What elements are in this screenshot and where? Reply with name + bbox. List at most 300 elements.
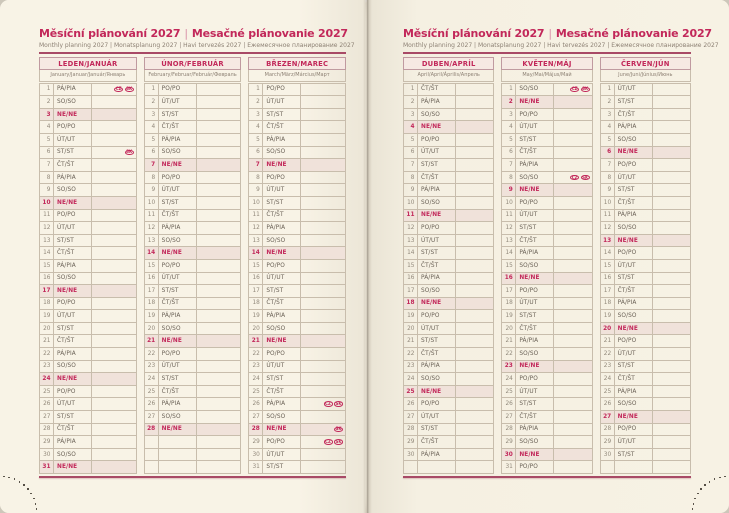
notes-cell [197, 159, 242, 172]
day-number-cell: 28 [145, 424, 159, 437]
day-number-cell: 24 [40, 373, 54, 386]
notes-cell [92, 449, 137, 462]
day-name-cell: PO/PO [263, 348, 301, 361]
day-number-cell: 22 [145, 348, 159, 361]
day-name-cell: ST/ST [159, 109, 197, 122]
day-name-cell: SO/SO [516, 172, 554, 185]
page-title-slovak: Mesačné plánovanie 2027 [191, 27, 348, 40]
holiday-badge-cz-icon: CZ [571, 174, 578, 180]
day-name-cell: ÚT/UT [418, 411, 456, 424]
day-number-cell: 6 [601, 147, 615, 160]
day-name-cell: PO/PO [54, 210, 92, 223]
day-number-cell: 20 [145, 323, 159, 336]
month-column-4 [403, 57, 494, 474]
day-number-cell: 14 [249, 247, 263, 260]
day-number-cell: 6 [40, 147, 54, 160]
day-number-cell: 14 [502, 247, 516, 260]
day-number-cell: 13 [40, 235, 54, 248]
day-name-cell: PÁ/PIA [615, 121, 653, 134]
day-number-cell: 27 [145, 411, 159, 424]
day-name-cell: NE/NE [54, 197, 92, 210]
month-column-2 [144, 57, 242, 474]
month-grid [248, 83, 346, 474]
day-number-cell: 13 [502, 235, 516, 248]
day-name-cell: ST/ST [263, 461, 301, 474]
notes-cell [197, 134, 242, 147]
notes-cell [92, 184, 137, 197]
day-number-cell: 21 [601, 335, 615, 348]
notes-cell [554, 197, 592, 210]
notes-cell [301, 273, 346, 286]
day-number-cell: 3 [404, 109, 418, 122]
page-subtitle: Monthly planning 2027 | Monatsplanung 2027 | Havi tervezés 2027 | Ежемесячное планирование 2027 [403, 42, 719, 49]
day-number-cell: 9 [502, 184, 516, 197]
day-number-cell: 25 [502, 386, 516, 399]
day-name-cell: PO/PO [418, 222, 456, 235]
notes-cell [456, 335, 494, 348]
day-number-cell: 10 [145, 197, 159, 210]
day-number-cell: 8 [404, 172, 418, 185]
notes-cell [456, 411, 494, 424]
notes-cell [554, 210, 592, 223]
day-number-cell: 21 [404, 335, 418, 348]
day-name-cell: ČT/ŠT [263, 298, 301, 311]
day-name-cell: PÁ/PIA [159, 134, 197, 147]
page-title-czech: Měsíční plánování 2027 [39, 27, 181, 40]
notes-cell [197, 147, 242, 160]
day-number-cell: 26 [40, 398, 54, 411]
day-number-cell: 17 [404, 285, 418, 298]
day-name-cell: ČT/ŠT [418, 172, 456, 185]
day-name-cell: ČT/ŠT [159, 386, 197, 399]
day-name-cell: NE/NE [263, 335, 301, 348]
day-number-cell: 22 [249, 348, 263, 361]
day-number-cell: 27 [249, 411, 263, 424]
notes-cell [197, 109, 242, 122]
notes-cell [92, 373, 137, 386]
notes-cell [197, 298, 242, 311]
notes-cell [554, 134, 592, 147]
month-subtitle: February/Februar/Február/Февраль [144, 70, 242, 82]
day-name-cell: NE/NE [54, 461, 92, 474]
day-number-cell: 17 [601, 285, 615, 298]
day-number-cell: 3 [145, 109, 159, 122]
day-number-cell: 12 [502, 222, 516, 235]
day-number-cell: 13 [601, 235, 615, 248]
day-number-cell: 16 [404, 273, 418, 286]
notes-cell [653, 298, 691, 311]
notes-cell [554, 260, 592, 273]
day-name-cell: ST/ST [615, 449, 653, 462]
day-number-cell: 4 [40, 121, 54, 134]
notes-cell [301, 449, 346, 462]
notes-cell [197, 222, 242, 235]
day-number-cell: 23 [601, 361, 615, 374]
day-name-cell: ST/ST [418, 247, 456, 260]
notes-cell [301, 96, 346, 109]
day-name-cell [159, 461, 197, 474]
day-number-cell: 28 [601, 424, 615, 437]
day-name-cell: NE/NE [516, 184, 554, 197]
day-name-cell: ÚT/UT [263, 184, 301, 197]
day-number-cell: 3 [249, 109, 263, 122]
notes-cell [92, 398, 137, 411]
notes-cell [301, 147, 346, 160]
day-name-cell: SO/SO [418, 285, 456, 298]
day-name-cell: SO/SO [263, 323, 301, 336]
day-name-cell: ČT/ŠT [516, 411, 554, 424]
notes-cell [92, 348, 137, 361]
day-name-cell: ČT/ŠT [159, 298, 197, 311]
notes-cell [92, 386, 137, 399]
day-number-cell: 25 [404, 386, 418, 399]
notes-cell [92, 197, 137, 210]
notes-cell [197, 285, 242, 298]
notes-cell [653, 147, 691, 160]
day-name-cell: ST/ST [615, 361, 653, 374]
day-name-cell: PÁ/PIA [516, 424, 554, 437]
notes-cell [301, 424, 346, 437]
day-name-cell: NE/NE [516, 449, 554, 462]
day-name-cell: ST/ST [54, 147, 92, 160]
day-name-cell: PO/PO [516, 285, 554, 298]
day-name-cell: PÁ/PIA [263, 310, 301, 323]
day-number-cell: 17 [145, 285, 159, 298]
day-number-cell: 4 [502, 121, 516, 134]
day-name-cell: ST/ST [54, 323, 92, 336]
notes-cell [301, 310, 346, 323]
day-name-cell: PÁ/PIA [418, 96, 456, 109]
day-number-cell: 17 [502, 285, 516, 298]
day-number-cell: 21 [40, 335, 54, 348]
day-name-cell: ČT/ŠT [516, 235, 554, 248]
day-number-cell: 9 [601, 184, 615, 197]
day-number-cell: 9 [40, 184, 54, 197]
day-name-cell: ÚT/UT [615, 260, 653, 273]
months-right [403, 57, 691, 474]
day-name-cell: NE/NE [263, 159, 301, 172]
day-number-cell: 1 [601, 84, 615, 97]
notes-cell [554, 121, 592, 134]
day-name-cell: ÚT/UT [418, 147, 456, 160]
notes-cell [653, 210, 691, 223]
day-number-cell: 5 [40, 134, 54, 147]
day-name-cell: PO/PO [516, 197, 554, 210]
day-name-cell: SO/SO [54, 273, 92, 286]
notes-cell [92, 235, 137, 248]
notes-cell [301, 247, 346, 260]
day-number-cell: 27 [404, 411, 418, 424]
notes-cell [301, 411, 346, 424]
month-grid [403, 83, 494, 474]
notes-cell [92, 436, 137, 449]
day-number-cell: 28 [502, 424, 516, 437]
day-name-cell: SO/SO [615, 222, 653, 235]
notes-cell [653, 84, 691, 97]
day-number-cell: 18 [404, 298, 418, 311]
day-name-cell: ÚT/UT [54, 134, 92, 147]
notes-cell [554, 84, 592, 97]
notes-cell [456, 84, 494, 97]
day-number-cell: 10 [502, 197, 516, 210]
notes-cell [197, 323, 242, 336]
notes-cell [92, 424, 137, 437]
day-name-cell: PÁ/PIA [159, 222, 197, 235]
notes-cell [653, 96, 691, 109]
notes-cell [301, 235, 346, 248]
notes-cell [554, 222, 592, 235]
day-number-cell: 1 [404, 84, 418, 97]
day-name-cell [159, 436, 197, 449]
day-name-cell: ÚT/UT [263, 449, 301, 462]
notes-cell [92, 222, 137, 235]
notes-cell [554, 335, 592, 348]
notes-cell [653, 109, 691, 122]
notes-cell [653, 398, 691, 411]
day-number-cell: 12 [404, 222, 418, 235]
day-number-cell: 30 [249, 449, 263, 462]
day-number-cell: 12 [601, 222, 615, 235]
notes-cell [197, 348, 242, 361]
holiday-badge-sk-icon: SK [335, 439, 342, 445]
day-number-cell: 18 [249, 298, 263, 311]
day-number-cell: 21 [145, 335, 159, 348]
day-number-cell: 30 [601, 449, 615, 462]
day-number-cell [145, 461, 159, 474]
day-number-cell: 28 [249, 424, 263, 437]
notes-cell [301, 361, 346, 374]
day-name-cell: SO/SO [159, 147, 197, 160]
day-name-cell: SO/SO [516, 260, 554, 273]
month-name: LEDEN/JANUÁR [39, 57, 137, 70]
day-name-cell: ST/ST [54, 235, 92, 248]
day-name-cell: PO/PO [615, 159, 653, 172]
month-name: KVĚTEN/MÁJ [501, 57, 592, 70]
notes-cell [197, 398, 242, 411]
notes-cell [554, 323, 592, 336]
notes-cell [197, 335, 242, 348]
day-name-cell: ČT/ŠT [54, 335, 92, 348]
day-name-cell: NE/NE [516, 96, 554, 109]
day-name-cell: ÚT/UT [159, 273, 197, 286]
day-name-cell: ČT/ŠT [54, 159, 92, 172]
notes-cell [653, 386, 691, 399]
day-name-cell: NE/NE [159, 335, 197, 348]
day-name-cell: SO/SO [418, 197, 456, 210]
day-number-cell: 16 [601, 273, 615, 286]
day-number-cell: 1 [145, 84, 159, 97]
page-title-slovak: Mesačné plánovanie 2027 [555, 27, 712, 40]
day-number-cell: 28 [404, 424, 418, 437]
notes-cell [92, 461, 137, 474]
day-number-cell: 20 [601, 323, 615, 336]
day-number-cell: 7 [502, 159, 516, 172]
day-number-cell: 24 [601, 373, 615, 386]
notes-cell [92, 121, 137, 134]
day-number-cell: 13 [249, 235, 263, 248]
day-number-cell: 4 [145, 121, 159, 134]
month-name: DUBEN/APRÍL [403, 57, 494, 70]
month-grid [144, 83, 242, 474]
day-name-cell: ÚT/UT [516, 210, 554, 223]
notes-cell [197, 235, 242, 248]
day-number-cell [404, 461, 418, 474]
notes-cell [653, 121, 691, 134]
notes-cell [197, 361, 242, 374]
notes-cell [554, 411, 592, 424]
day-number-cell: 29 [601, 436, 615, 449]
notes-cell [653, 247, 691, 260]
notes-cell [197, 310, 242, 323]
notes-cell [301, 298, 346, 311]
notes-cell [301, 398, 346, 411]
day-number-cell: 30 [404, 449, 418, 462]
day-number-cell: 29 [404, 436, 418, 449]
notes-cell [92, 323, 137, 336]
day-number-cell: 19 [502, 310, 516, 323]
day-number-cell: 25 [249, 386, 263, 399]
notes-cell [653, 184, 691, 197]
day-number-cell: 26 [145, 398, 159, 411]
notes-cell [197, 84, 242, 97]
day-name-cell: PO/PO [159, 260, 197, 273]
day-number-cell: 20 [40, 323, 54, 336]
day-name-cell: ST/ST [159, 197, 197, 210]
notes-cell [92, 109, 137, 122]
holiday-badge-sk-icon: SK [582, 86, 589, 92]
day-number-cell [601, 461, 615, 474]
day-number-cell: 19 [40, 310, 54, 323]
notes-cell [197, 121, 242, 134]
day-number-cell: 2 [502, 96, 516, 109]
day-name-cell: ČT/ŠT [263, 386, 301, 399]
month-column-6 [600, 57, 691, 474]
day-name-cell: ÚT/UT [516, 121, 554, 134]
notes-cell [92, 273, 137, 286]
notes-cell [92, 172, 137, 185]
day-number-cell: 10 [40, 197, 54, 210]
title-separator: | [548, 27, 552, 40]
notes-cell [554, 310, 592, 323]
day-number-cell: 26 [502, 398, 516, 411]
day-name-cell: NE/NE [615, 147, 653, 160]
day-number-cell: 15 [502, 260, 516, 273]
day-name-cell: ČT/ŠT [54, 247, 92, 260]
day-name-cell: PO/PO [263, 260, 301, 273]
day-name-cell: SO/SO [263, 147, 301, 160]
day-name-cell: ČT/ŠT [418, 260, 456, 273]
notes-cell [456, 247, 494, 260]
header-rule [39, 52, 346, 54]
holiday-badge-sk-icon: SK [582, 174, 589, 180]
day-name-cell: SO/SO [159, 411, 197, 424]
day-number-cell: 7 [404, 159, 418, 172]
day-name-cell: ÚT/UT [615, 348, 653, 361]
notes-cell [92, 210, 137, 223]
day-number-cell: 17 [40, 285, 54, 298]
holiday-badge-sk-icon: SK [335, 426, 342, 432]
day-name-cell: SO/SO [54, 184, 92, 197]
notes-cell [653, 285, 691, 298]
day-number-cell: 4 [404, 121, 418, 134]
day-number-cell: 31 [40, 461, 54, 474]
day-name-cell: PO/PO [418, 310, 456, 323]
day-name-cell: PÁ/PIA [263, 398, 301, 411]
notes-cell [554, 449, 592, 462]
notes-cell [456, 159, 494, 172]
month-subtitle: April/April/Április/Апрель [403, 70, 494, 82]
day-number-cell: 11 [40, 210, 54, 223]
day-number-cell: 10 [404, 197, 418, 210]
notes-cell [92, 147, 137, 160]
notes-cell [456, 285, 494, 298]
day-number-cell: 5 [249, 134, 263, 147]
day-name-cell: SO/SO [159, 235, 197, 248]
notes-cell [554, 348, 592, 361]
notes-cell [197, 449, 242, 462]
notes-cell [197, 172, 242, 185]
holiday-badge-sk-icon: SK [335, 401, 342, 407]
day-number-cell: 30 [502, 449, 516, 462]
day-name-cell: ST/ST [615, 184, 653, 197]
day-name-cell: ST/ST [516, 134, 554, 147]
day-number-cell: 4 [249, 121, 263, 134]
day-number-cell: 22 [40, 348, 54, 361]
notes-cell [197, 96, 242, 109]
day-name-cell: PO/PO [615, 424, 653, 437]
day-number-cell: 9 [404, 184, 418, 197]
day-number-cell: 15 [145, 260, 159, 273]
day-name-cell: ST/ST [263, 109, 301, 122]
month-subtitle: May/Mai/Május/Май [501, 70, 592, 82]
notes-cell [653, 273, 691, 286]
day-number-cell: 24 [145, 373, 159, 386]
notes-cell [554, 235, 592, 248]
day-number-cell: 23 [502, 361, 516, 374]
day-number-cell: 31 [502, 461, 516, 474]
notes-cell [554, 273, 592, 286]
day-name-cell: ÚT/UT [263, 361, 301, 374]
notes-cell [554, 147, 592, 160]
day-name-cell: ST/ST [263, 373, 301, 386]
month-subtitle: January/Januar/Január/Январь [39, 70, 137, 82]
notes-cell [456, 96, 494, 109]
day-number-cell: 3 [502, 109, 516, 122]
notes-cell [456, 134, 494, 147]
holiday-badge-cz-icon: CZ [115, 86, 122, 92]
day-name-cell: PO/PO [516, 373, 554, 386]
notes-cell [301, 121, 346, 134]
day-name-cell: ST/ST [615, 273, 653, 286]
day-number-cell: 6 [249, 147, 263, 160]
day-number-cell: 1 [40, 84, 54, 97]
day-name-cell: PÁ/PIA [615, 386, 653, 399]
day-name-cell: PO/PO [263, 436, 301, 449]
day-number-cell: 14 [40, 247, 54, 260]
day-number-cell: 3 [601, 109, 615, 122]
day-name-cell: NE/NE [418, 121, 456, 134]
notes-cell [92, 134, 137, 147]
notes-cell [653, 373, 691, 386]
day-number-cell: 7 [145, 159, 159, 172]
day-name-cell: ÚT/UT [516, 386, 554, 399]
day-number-cell [145, 449, 159, 462]
day-name-cell: ČT/ŠT [615, 109, 653, 122]
notes-cell [554, 109, 592, 122]
day-number-cell: 15 [40, 260, 54, 273]
day-name-cell: ST/ST [516, 398, 554, 411]
month-name: BŘEZEN/MAREC [248, 57, 346, 70]
